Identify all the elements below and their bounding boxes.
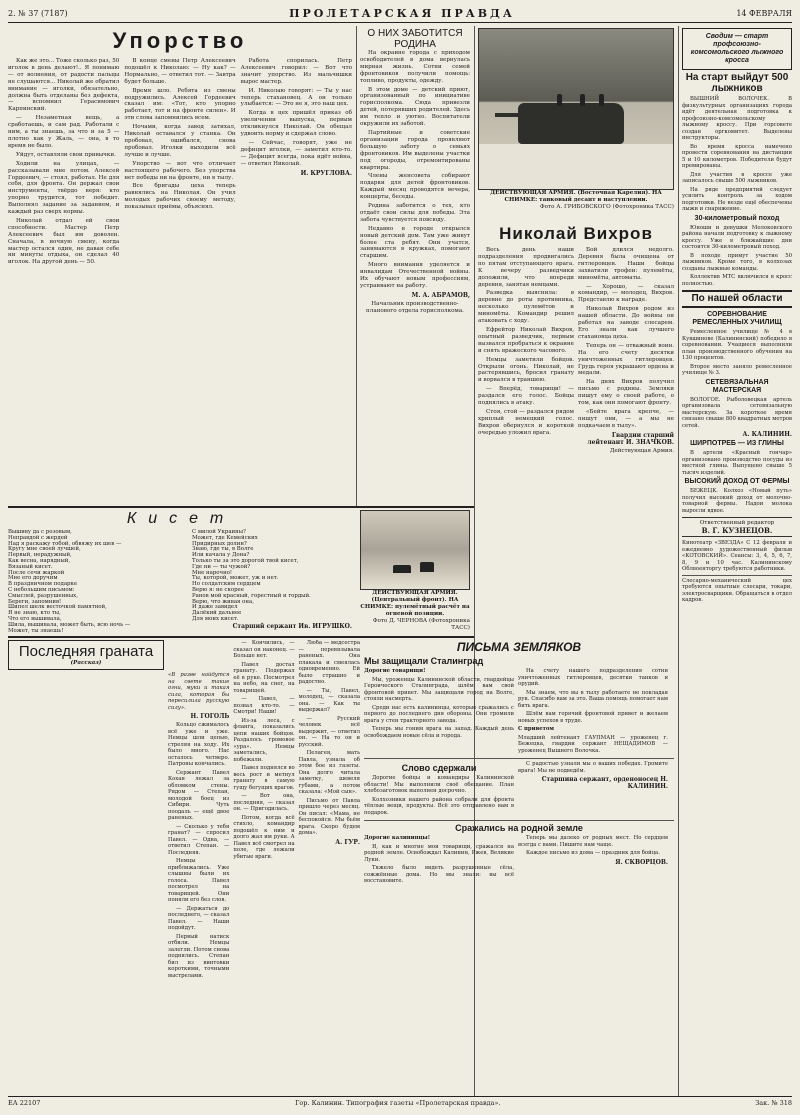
editor-label: Ответственный редактор	[699, 520, 775, 526]
paragraph: Коллектив МТС включился в кросс полностью.	[682, 274, 792, 287]
masthead	[8, 4, 792, 23]
poem-line: С небольшим письмом:	[8, 586, 75, 593]
article-title: О НИХ ЗАБОТИТСЯ РОДИНА	[367, 28, 463, 50]
paragraph: Сержант Павел Кохан лежал за обломком стены. Рядом — Степан, молодой боец из Сибири. Чуть поодаль — ещё двое раненых.	[168, 769, 230, 821]
author-position: Начальник производственно-планового отдела горисполкома.	[366, 300, 464, 314]
paragraph: — Хорошо, — сказал командир, — молодец, Вихров. Представлю к награде.	[578, 283, 674, 304]
poem-line: Береги, запомнив!	[8, 598, 62, 605]
poem-line: С милой Украины?	[192, 529, 246, 535]
paragraph: Бой длился недолго. Деревня была очищена от гитлеровцев. Наши бойцы захватили трофеи: пулемёты, миномёты, автоматы.	[578, 247, 674, 281]
footer-code: ЕА 22107	[8, 1099, 41, 1107]
article-uporstvo	[8, 28, 352, 504]
article-title: 30-километровый поход	[694, 214, 780, 222]
footer-printer: Гор. Калинин. Типография газеты «Пролетарская правда».	[295, 1099, 501, 1107]
photo-caption: ДЕЙСТВУЮЩАЯ АРМИЯ. (Восточная Карелия). НА СНИМКЕ: танковый десант в наступлении.	[490, 190, 662, 203]
poem-line: Но солдатским сердцем	[192, 581, 261, 588]
paragraph: — Сколько у тебя гранат? — спросил Павел. — Одна, — ответил Степан. — Последняя.	[168, 823, 230, 856]
poem-line: Неправдой с жердей	[8, 534, 68, 541]
section-rubric: ПИСЬМА ЗЕМЛЯКОВ	[456, 640, 582, 654]
poem-line: Как весна, нарядный,	[8, 557, 71, 564]
story-granata	[8, 640, 360, 1095]
author-signature: Гвардии старший лейтенант И. ЗНАЧКОВ.	[587, 431, 674, 446]
paragraph: — Ты, Павел, молодец, — сказала она. — Как ты выдержал?	[298, 687, 360, 713]
paragraph: Каждое письмо из дома — праздник для бойца.	[526, 850, 660, 856]
paragraph: «Бейте врага крепче, — пишут они, — а мы не подкачаем в тылу».	[578, 408, 674, 429]
paragraph: Немцы заметили бойцов. Открыли огонь. Николай, не растерявшись, бросил гранату и ворвался в траншею.	[478, 356, 574, 384]
paragraph: Теперь он — отважный воин. На его счету десятки уничтоженных гитлеровцев. Грудь героя украшают ордена и медали.	[578, 342, 674, 377]
poem-line: Вышиву да с розовым,	[8, 529, 72, 535]
poem-line: Или качала у Дона?	[192, 552, 250, 559]
paragraph: На окраине города с приходом освободителей в дома вернулась мирная жизнь. Сотни семей фронтовиков получили помощь: топливо, продукты, одежду.	[360, 50, 470, 84]
section-rule	[8, 636, 474, 638]
paragraph: — Незаметная вещь, а сработаешь, и сам рад. Работали с ним, а ты знаешь, за что и за 5 — плотно как у Жаль, — она, в то время не было.	[8, 115, 120, 149]
poem-line: Кругу мне своей лучшей,	[8, 546, 81, 553]
paragraph: Уйдут, оставляли свои привычки.	[16, 151, 116, 158]
editor-name: В. Г. КУЗНЕЦОВ.	[701, 526, 773, 535]
paragraph: Весь день наши подразделения продвигались по пятам отступающего врага. К вечеру разведчики доложили, что впереди деревня, занятая немцами.	[478, 247, 574, 288]
author-unit: Действующая Армия.	[609, 447, 674, 454]
poem-title: Кисет	[126, 510, 236, 527]
paragraph: В артели «Красный гончар» организовано производство посуды из местной глины. Выпущено свыше 5 тысяч изделий.	[682, 450, 792, 476]
section-letters	[364, 640, 674, 1095]
poem-line: Что его вышивала,	[8, 615, 62, 622]
column-rule	[678, 26, 679, 1096]
paragraph: Николай Вихров родом из нашей области. До войны он работал на заводе слесарем. Его знали как лучшего стахановца цеха.	[578, 306, 674, 340]
advertisement: Кинотеатр «ЗВЕЗДА» С 12 февраля и ежедневно художественный фильм «КОТОВСКИЙ». Сеансы: 3, 4, 5, 6, 7, 8, 9 и 10 час. Калининскому Облвоенторгу требуются работники.	[682, 540, 792, 572]
paragraph: Как же это... Тоже сколько раз, 50 иголок в день делают!.. Я понимаю — от волнения, от радости пальцы не слушаются... Николай же обратил внимание — иголки, обязательно, должна быть отделаны без дефекта, — вспомнил Герасимович Карпинский.	[8, 58, 120, 113]
paragraph: В конце смены Петр Алексеевич подошёл к Николаю: — Ну как? — Нормально, — ответил тот. — Завтра будет больше.	[124, 58, 236, 85]
paragraph: — Кончились, — сказал он наконец. — Больше нет.	[233, 640, 295, 659]
paragraph: Из-за леса, с фланга, показались цепи наших бойцов. Раздалось громовое «ура». Немцы заметались, побежали.	[233, 717, 295, 763]
story-header-box	[8, 640, 164, 670]
poem-line: Я не знаю, кто ты,	[8, 610, 61, 617]
poem-line: Вязаный кисет.	[8, 563, 53, 570]
story-epigraph: «В разве найдутся на свете такие огни, муки и такая сила, которая бы пересилила русскую силу».	[168, 672, 230, 711]
paragraph: Недавно в городе открылся новый детский дом. Там уже живут более ста ребят. Они учатся, занимаются в кружках, помогают старшим.	[360, 225, 470, 260]
paragraph: Павел достал гранату. Подержал её в руке. Посмотрел на небо, на снег, на товарищей.	[233, 661, 295, 694]
issue-number: 2. № 37 (7187)	[8, 8, 68, 18]
poem-line: После сечи жаркой	[8, 569, 65, 576]
paragraph: С радостью узнали мы о ваших победах. Громите врага! Мы не подведём.	[518, 761, 668, 774]
paragraph: На счету нашего подразделения сотни уничтоженных гитлеровцев, десятки танков и орудий.	[518, 668, 668, 687]
paragraph: На днях Вихров получил письмо с родины. Земляки пишут ему о своей работе, о том, как они помогают фронту.	[578, 379, 674, 407]
paragraph: ВОЛОГОЕ. Рыболовецкая артель организовала сетевязальную мастерскую. За короткое время связано свыше 800 квадратных метров сетей.	[682, 396, 792, 429]
author-signature: А. ГУР.	[335, 838, 360, 846]
author-signature: И. КРУГЛОВА.	[300, 169, 352, 177]
author-signature: А. КАЛИНИН.	[742, 431, 792, 438]
paragraph: Кольцо сжималось всё уже и уже. Немцы шли цепью, стреляя на ходу. Их было много. Нас осталось четверо. Патроны кончались.	[168, 722, 230, 767]
paragraph: — Павел, — позвал кто-то. — Смотри! Наши!	[233, 696, 295, 715]
footer-order: Зак. № 318	[755, 1099, 792, 1107]
paragraph: В этом доме — детский приют, организованный по инициативе горисполкома. Сюда привезли детей, потерявших родителей. Здесь им тепло и уютно. Воспитатели окружили их заботой.	[360, 86, 470, 128]
article-title: Упорство	[112, 28, 248, 53]
paragraph: Все бригады цеха теперь равнялись на Николая. Он учил молодых рабочих своему методу, показывал приёмы, объяснял.	[124, 183, 236, 211]
paragraph: Ходили на улицах, — рассказывали мне потом. Алексей Гордеевич, — стоял, работал. Не для себя, для фронта. Он держал свои инструменты, твёрдо веря: кто упорно трудится, тот победит. Выполнял задание за заданием, и каждый раз сверх нормы.	[8, 160, 120, 216]
poem-line: Где ни — ты чужой?	[192, 563, 251, 570]
paragraph: Стоя, стой — раздался рядом хриплый немецкий голос. Вихров обернулся и короткой очередью уложил врага.	[478, 408, 574, 436]
paragraph: Пелагея, мать Павла, узнала об этом бое из газеты. Она долго читала заметку, шевеля губами, а потом сказала: «Мой сын».	[298, 750, 360, 795]
paragraph: Среди нас есть калининцы, которые сражались с первого до последнего дня обороны. Они громили врага у стен тракторного завода.	[364, 704, 514, 724]
paragraph: Письмо от Павла пришло через месяц. Он писал: «Мама, не беспокойся. Мы бьём врага. Скоро будем дома».	[298, 797, 360, 836]
story-title: Последняя граната	[18, 643, 154, 660]
paragraph: Когда в цех пришёл приказ об увеличении выпуска, первым откликнулся Николай. Он обещал удвоить норму и сдержал слово.	[240, 110, 352, 138]
paragraph: ВЫШНИЙ ВОЛОЧЕК. В физкультурных организациях города идёт деятельная подготовка к профсоюзно-комсомольскому лыжному кроссу. При горсовете создан оргкомитет. Выделены инструкторы.	[682, 96, 792, 141]
newspaper-page	[8, 4, 792, 1109]
sport-header-box	[682, 28, 792, 70]
section-rubric: По нашей области	[691, 293, 783, 304]
paragraph: Много внимания уделяется и инвалидам Отечественной войны. Их обучают новым профессиям, устраивают на работу.	[360, 262, 470, 289]
photo-credit: Фото А. ГРИБОВСКОГО (Фотохроника ТАСС)	[540, 204, 674, 210]
tank-photo	[478, 28, 674, 190]
greeting: Дорогие калининцы!	[364, 835, 431, 841]
photo-credit: Фото Д. ЧЕРНОВА (Фотохроника ТАСС)	[372, 618, 470, 631]
epigraph-author: Н. ГОГОЛЬ	[190, 713, 230, 720]
paragraph: Упорство — вот что отличает настоящего рабочего. Без упорства нет победы ни на фронте, ни в тылу.	[124, 160, 236, 181]
poem-line: Первый, нерадужный,	[8, 552, 72, 559]
paragraph: Ефрейтор Николай Вихров, опытный разведчик, первым вызвался пробраться к окраине и снять вражеского часового.	[478, 326, 574, 354]
article-title: На старт выйдут 500 лыжников	[685, 72, 789, 94]
poem-line: Ранов мой красный, горестный и гордый.	[192, 592, 311, 599]
article-title: СОРЕВНОВАНИЕ РЕМЕСЛЕННЫХ УЧИЛИЩ	[692, 311, 782, 326]
paragraph: Партийные и советские организации города проявляют большую заботу о семьях фронтовиков. Им выделены участки под огороды, отремонтированы квартиры.	[360, 129, 470, 171]
paragraph: Родина заботится о тех, кто отдаёт свои силы для победы. Эта забота чувствуется повсюду.	[360, 203, 470, 223]
paragraph: Ночами, когда завод затихал, Николай оставался у станка. Он пробовал, ошибался, снова пробовал. Иголки выходили всё лучше и лучше.	[124, 124, 236, 158]
paragraph: — Держаться до последнего, — сказал Павел. — Наши подойдут.	[168, 905, 230, 931]
paragraph: Колхозники нашего района собрали для фронта тёплые вещи, продукты. Всё это отправлено вам в подарок.	[364, 796, 514, 816]
paragraph: Немцы приближались. Уже слышны были их голоса. Павел посмотрел на товарищей. Они поняли его без слов.	[168, 858, 230, 903]
article-vikhrov	[478, 224, 674, 616]
story-genre: (Рассказ)	[70, 660, 102, 666]
letter-signers: Младший лейтенант ГАУПМАН — уроженец г. Бежецка, гвардии сержант НЕЩАДИМОВ — уроженец Вышнего Волочка.	[518, 734, 668, 754]
poem-line: Для моих кисет.	[192, 615, 239, 622]
paragraph: Мы знаем, что вы в тылу работаете не покладая рук. Спасибо вам за это. Ваша помощь помогает нам бить врага.	[518, 689, 668, 709]
paragraph: — Вперёд, товарищи! — раздался его голос. Бойцы поднялись в атаку.	[478, 386, 574, 407]
poem-line: Верю я: не скорее	[192, 586, 244, 593]
poem-line: Шила, вышивала, может быть, всю ночь —	[8, 621, 131, 628]
paragraph: — Русский человек всё выдержит, — ответил он. — На то он и русский.	[298, 715, 360, 748]
poem-line: Шипел шелк весточкой памятной,	[8, 604, 107, 611]
photo-caption: ДЕЙСТВУЮЩАЯ АРМИЯ. (Центральный фронт). НА СНИМКЕ: пулемётный расчёт на огневой позиции.	[360, 590, 470, 617]
poem-line: Мне нарочно!	[192, 569, 233, 576]
poem-line: Может, ты знаешь!	[8, 627, 64, 634]
paragraph: Члены женсовета собирают подарки для детей фронтовиков. Каждый месяц проводятся вечера, концерты, беседы.	[360, 173, 470, 201]
paragraph: Теперь мы далеко от родных мест. Но сердцем всегда с вами. Пишите нам чаще.	[518, 835, 668, 848]
paragraph: Люба — медсестра — перевязывала раненых. Она плакала и смеялась одновременно. Ей было страшно и радостно.	[298, 640, 360, 685]
poem-line: Придирных долин?	[192, 540, 247, 547]
paragraph: Ремесленное училище № 4 в Кувшинове (Калининский) победило в соревновании. Учащиеся выполнили план производственного обучения на 130 процентов.	[682, 329, 792, 361]
paragraph: Мы, уроженцы Калининской области, гвардейцы Героического Сталинграда, шлём вам свой фронтовой привет. Мы защищали город на Волге, стояли насмерть.	[364, 676, 514, 702]
paragraph: Потом, когда всё стихло, командир подошёл к ним и долго жал им руки. А Павел всё смотрел на поле, где лежали убитые враги.	[233, 814, 295, 860]
poem-line: Ты, которой, может, уж и нет.	[192, 575, 279, 582]
poem-line: Верю, что живая она,	[192, 598, 254, 605]
box-title: Сводим — старт профсоюзно-комсомольского лыжного кросса	[690, 33, 784, 64]
poem-line: В праздничном подарке	[8, 581, 78, 588]
letter-closing: С приветом	[518, 726, 555, 732]
paragraph: Разведка выяснила: в деревне до роты противника, несколько пулемётов и миномёты. Командир решил атаковать с ходу.	[478, 290, 574, 325]
paragraph: Тяжело было видеть разрушенные сёла, сожжённые дома. Но мы знали: вы всё восстановите.	[364, 865, 514, 884]
advertisement: Слесарно-механический цех требуются опытные слесари, токари, электросварщики. Обращаться в отдел кадров.	[682, 577, 792, 603]
poem-line: Над я раскажу тобой, обвяжу их шев —	[8, 540, 122, 547]
page-footer	[8, 1096, 792, 1109]
article-title: СЕТЕВЯЗАЛЬНАЯ МАСТЕРСКАЯ	[705, 378, 769, 394]
article-title: Николай Вихров	[499, 224, 653, 243]
poem-column-left	[8, 530, 184, 634]
paragraph: Юноши и девушки Молоковского района начали подготовку к лыжному кроссу. Уже в ближайшие дни состоится 30-километровый поход.	[682, 224, 792, 250]
photo-block-bottom	[360, 510, 470, 634]
author-signature: Я. СКВОРЦОВ.	[615, 858, 668, 866]
paragraph: Во время кросса намечено провести соревнования на дистанции 5 и 10 километров. Победители будут премированы.	[682, 143, 792, 169]
column-rule	[356, 26, 357, 506]
poem-kiset	[8, 510, 354, 634]
paragraph: Работа спорилась. Петр Алексеевич говорил: — Вот что значит упорство. Из мальчишки вырос мастер.	[240, 58, 352, 85]
paragraph: Шлём вам горячий фронтовой привет и желаем новых успехов в труде.	[518, 711, 668, 724]
paragraph: — Сейчас, говорят, уже не дефицит иголки, — заметил кто-то. — Дефицит всегда, пока идёт война, — ответил Николай.	[240, 139, 352, 167]
paragraph: — Вот она, последняя, — сказал он. — Пригодилась.	[233, 793, 295, 812]
paragraph: Для участия в кроссе уже записалось свыше 500 лыжников.	[682, 171, 792, 184]
poem-line: Смыслей, разрушенных,	[8, 592, 78, 599]
article-title: Слово сдержали	[401, 763, 477, 773]
paragraph: Второе место заняло ремесленное училище № 3.	[682, 363, 792, 376]
poem-line: Знаю, где ты, в Волге	[192, 546, 254, 553]
article-title: ШИРПОТРЕБ — ИЗ ГЛИНЫ	[690, 440, 784, 447]
author-signature: Старшина сержант, орденоносец Н. КАЛИНИН.	[541, 776, 668, 790]
paragraph: Николай отдал ей свои способности. Мастер Петр Алексеевич был им доволен. Сначала, в ночную смену, когда мастер остался один, не давая себе ни минуты отдыха, он сделал 40 иголок. На другой день — 50.	[8, 217, 120, 266]
poem-line: Только ты за это дорогой твой кисет,	[192, 557, 299, 564]
machine-gun-photo	[360, 510, 470, 590]
poem-line: Может, где Кемейских	[192, 534, 258, 541]
paragraph: На ряде предприятий следует усилить контроль за ходом подготовки. Не везде ещё обеспечены лыжи и снаряжение.	[682, 186, 792, 212]
issue-date: 14 ФЕВРАЛЯ	[736, 8, 792, 18]
paragraph: Дорогие бойцы и командиры Калининской области! Мы выполнили своё обещание. План хлебозаготовок выполнен досрочно.	[364, 775, 514, 794]
paragraph: БЕЖЕЦК. Колхоз «Новый путь» получил высокий доход от молочно-товарной фермы. Надои молока выросли вдвое.	[682, 488, 792, 514]
greeting: Дорогие товарищи!	[364, 668, 426, 674]
poem-line: Мне его доручим	[8, 575, 58, 582]
author-signature: М. А. АБРАМОВ,	[411, 291, 470, 299]
paragraph: Время шло. Ребята из смены подружились. Алексей Гордеевич сказал им: «Тот, кто упорно работает, тот и на фронте силен». И эти слова запомнились всем.	[124, 87, 236, 122]
paragraph: Я, как и многие мои товарищи, сражался на родной земле. Освобождал Калинин, Ржев, Великие Луки.	[364, 843, 514, 863]
photo-block-top	[478, 28, 674, 218]
article-title: ВЫСОКИЙ ДОХОД ОТ ФЕРМЫ	[684, 478, 790, 485]
paragraph: Павел поднялся во весь рост и метнул гранату в самую гущу бегущих врагов.	[233, 765, 295, 791]
paragraph: В походе примут участие 50 лыжников. Кроме того, в колхозах созданы лыжные команды.	[682, 252, 792, 272]
newspaper-title: ПРОЛЕТАРСКАЯ ПРАВДА	[289, 6, 515, 20]
section-rule	[8, 506, 474, 508]
poem-line: И даже завидел	[192, 604, 238, 611]
paragraph: И. Николаю говорят: — Ты у нас теперь стахановец. А он только улыбается: — Это не я, это наш цех.	[240, 87, 352, 108]
article-title: Мы защищали Сталинград	[364, 656, 484, 666]
paragraph: Теперь мы гоним врага на запад. Каждый день освобождаем новые сёла и города.	[364, 726, 514, 739]
paragraph: Первый натиск отбили. Немцы залегли. Потом снова поднялись. Степан бил из винтовки короткими, точными выстрелами.	[168, 933, 230, 979]
poem-line: Далёкий дальнее	[192, 610, 242, 617]
article-rodina	[360, 28, 470, 504]
right-column	[682, 28, 792, 1096]
poem-author: Старший сержант Ив. ИГРУШКО.	[232, 623, 352, 630]
poem-column-right	[192, 530, 352, 634]
article-title: Сражались на родной земле	[455, 823, 583, 833]
